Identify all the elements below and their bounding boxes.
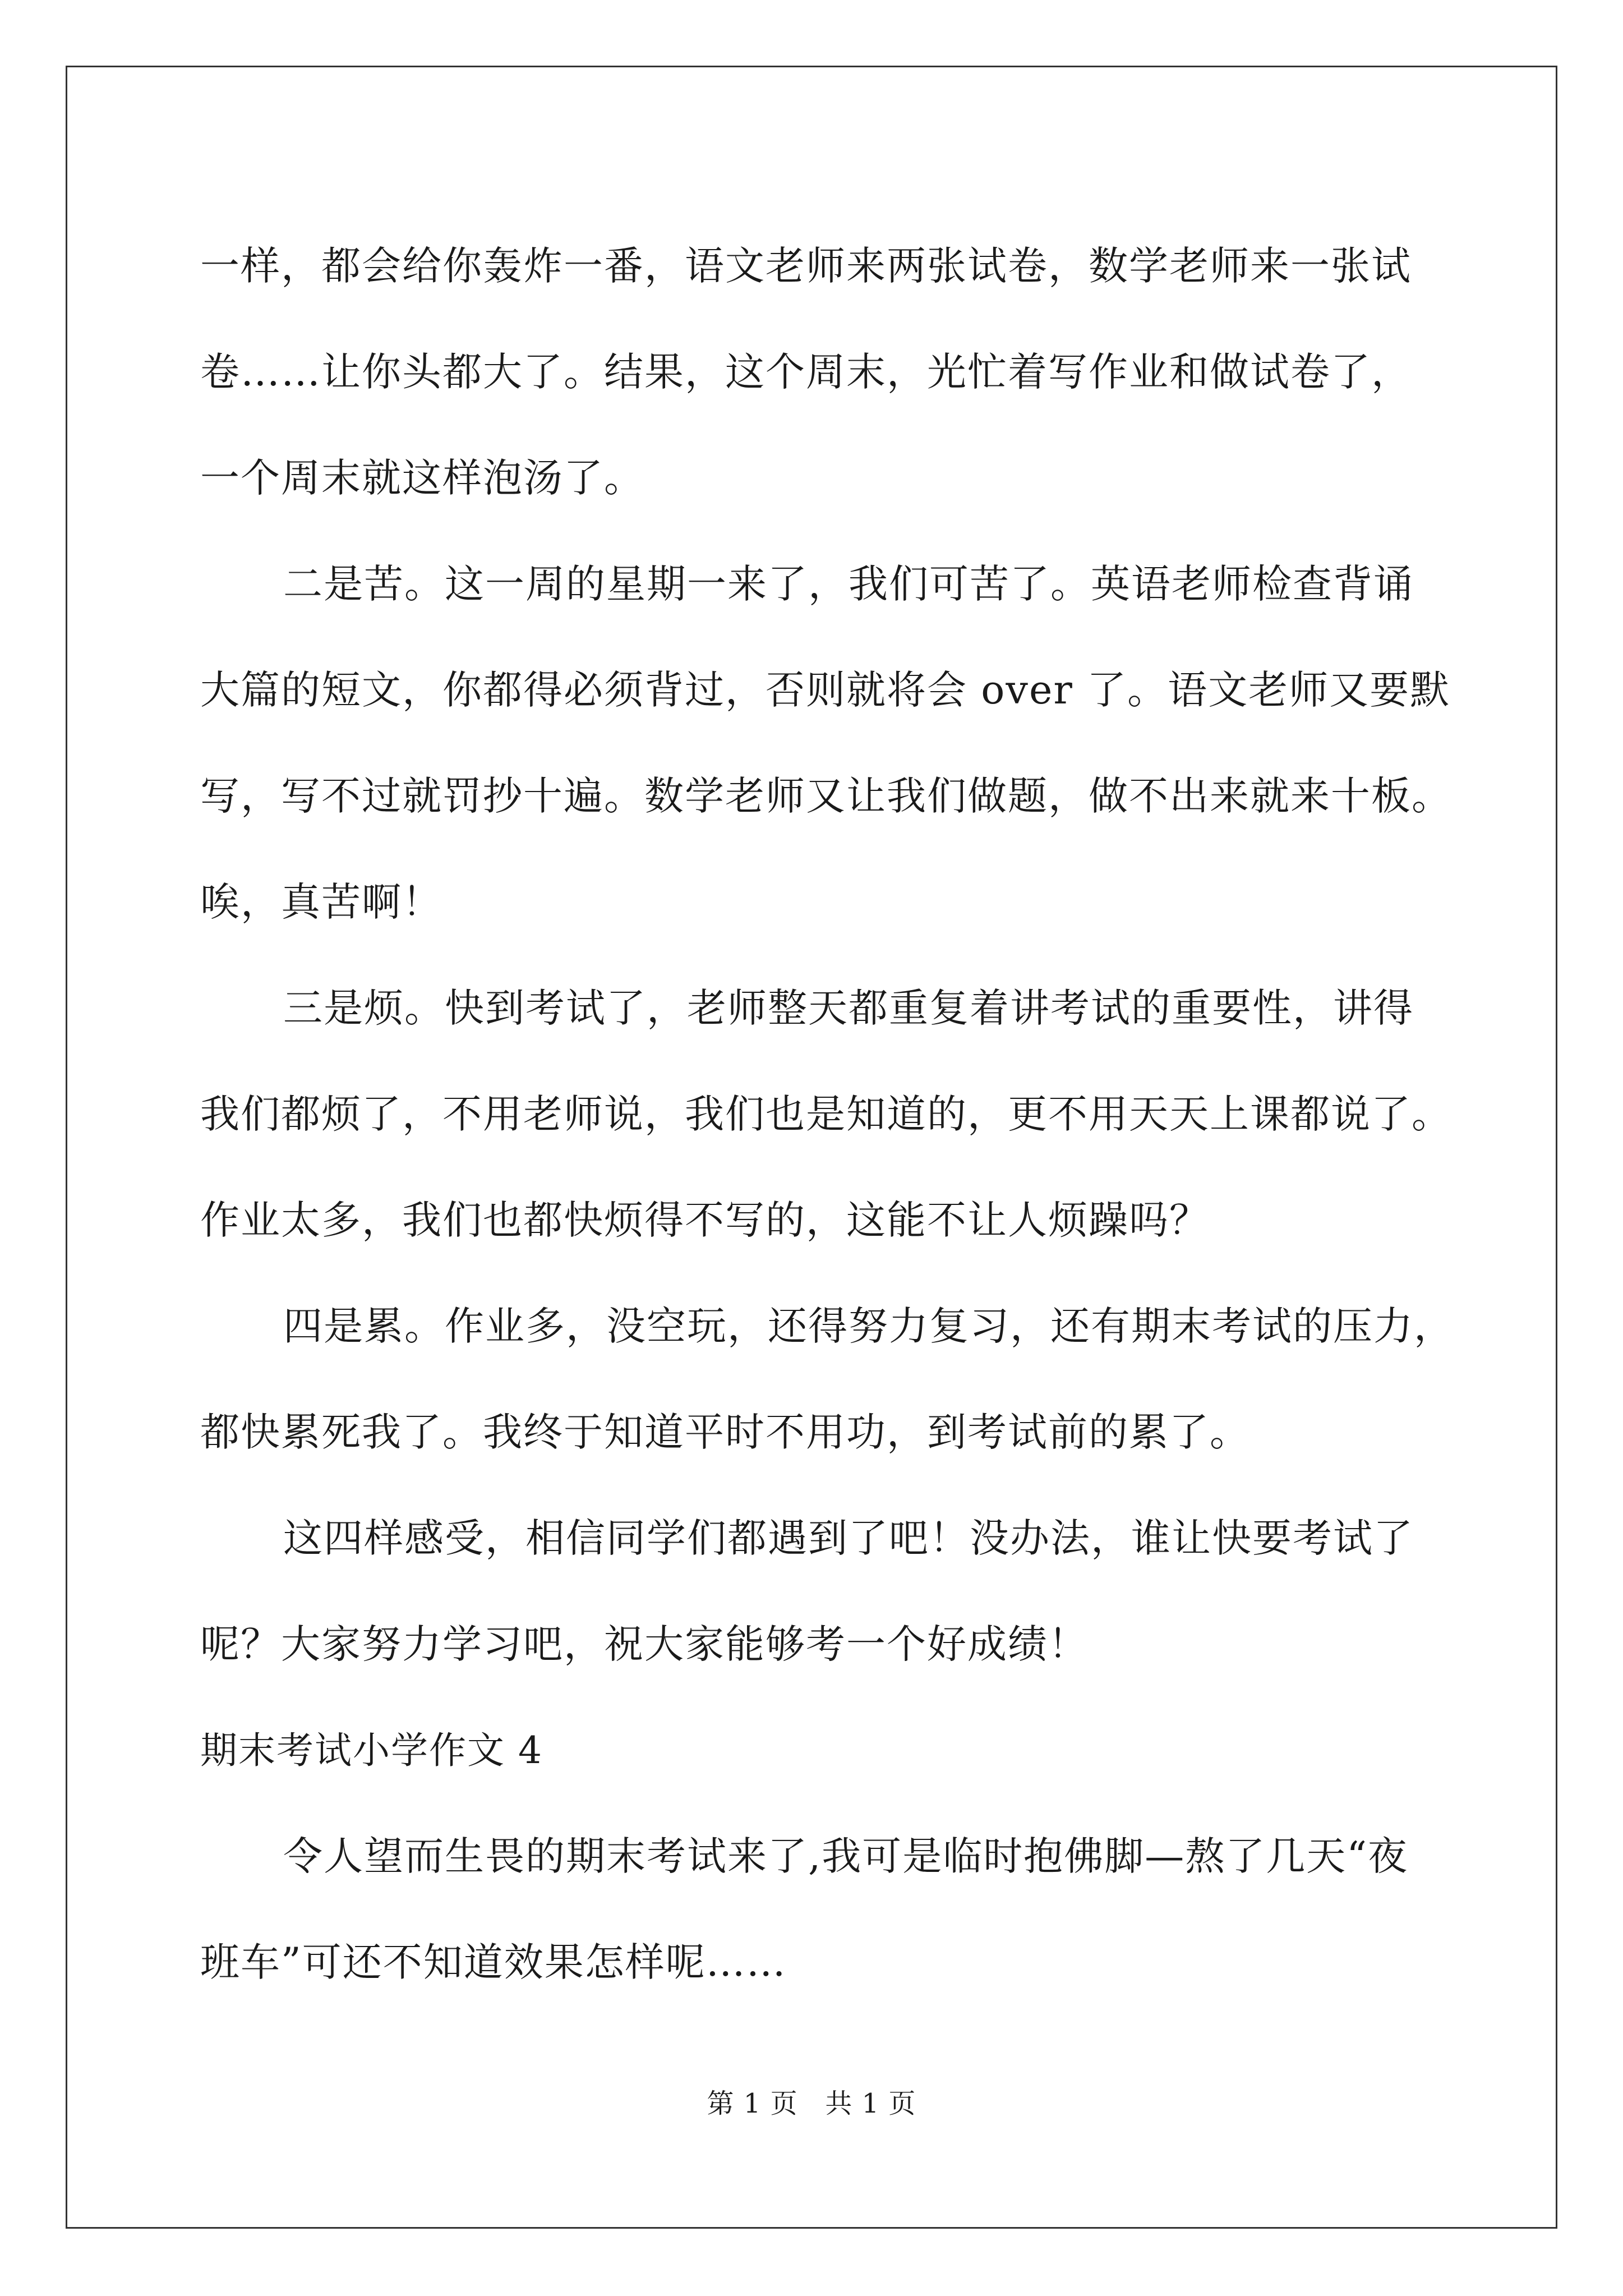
text-line: 班车”可还不知道效果怎样呢…… (200, 1939, 787, 1985)
paragraph-start: 三是烦。快到考试了，老师整天都重复着讲考试的重要性，讲得 (283, 985, 1414, 1031)
text-line: 一样，都会给你轰炸一番，语文老师来两张试卷，数学老师来一张试 (200, 243, 1412, 289)
text-line: 唉，真苦啊！ (200, 879, 442, 925)
text-line: 作业太多，我们也都快烦得不写的，这能不让人烦躁吗？ (200, 1197, 1210, 1243)
text-line: 我们都烦了，不用老师说，我们也是知道的，更不用天天上课都说了。 (200, 1091, 1452, 1137)
page-number-footer: 第 1 页 共 1 页 (707, 2088, 916, 2119)
text-line: 呢？大家努力学习吧，祝大家能够考一个好成绩！ (200, 1621, 1089, 1667)
paragraph-start: 这四样感受，相信同学们都遇到了吧！没办法，谁让快要考试了 (283, 1515, 1414, 1561)
text-line: 卷……让你头都大了。结果，这个周末，光忙着写作业和做试卷了， (200, 349, 1412, 395)
paragraph-start: 令人望而生畏的期末考试来了,我可是临时抱佛脚—熬了几天“夜 (283, 1833, 1409, 1879)
text-line: 一个周末就这样泡汤了。 (200, 455, 644, 501)
text-line: 都快累死我了。我终于知道平时不用功，到考试前的累了。 (200, 1409, 1250, 1455)
text-line: 大篇的短文，你都得必须背过，否则就将会 over 了。语文老师又要默 (200, 667, 1451, 713)
paragraph-start: 四是累。作业多，没空玩，还得努力复习，还有期末考试的压力， (283, 1303, 1454, 1349)
document-body (200, 213, 1454, 2016)
text-line: 写，写不过就罚抄十遍。数学老师又让我们做题，做不出来就来十板。 (200, 773, 1452, 819)
section-heading: 期末考试小学作文 4 (200, 1729, 543, 1772)
paragraph-start: 二是苦。这一周的星期一来了，我们可苦了。英语老师检查背诵 (283, 561, 1414, 607)
